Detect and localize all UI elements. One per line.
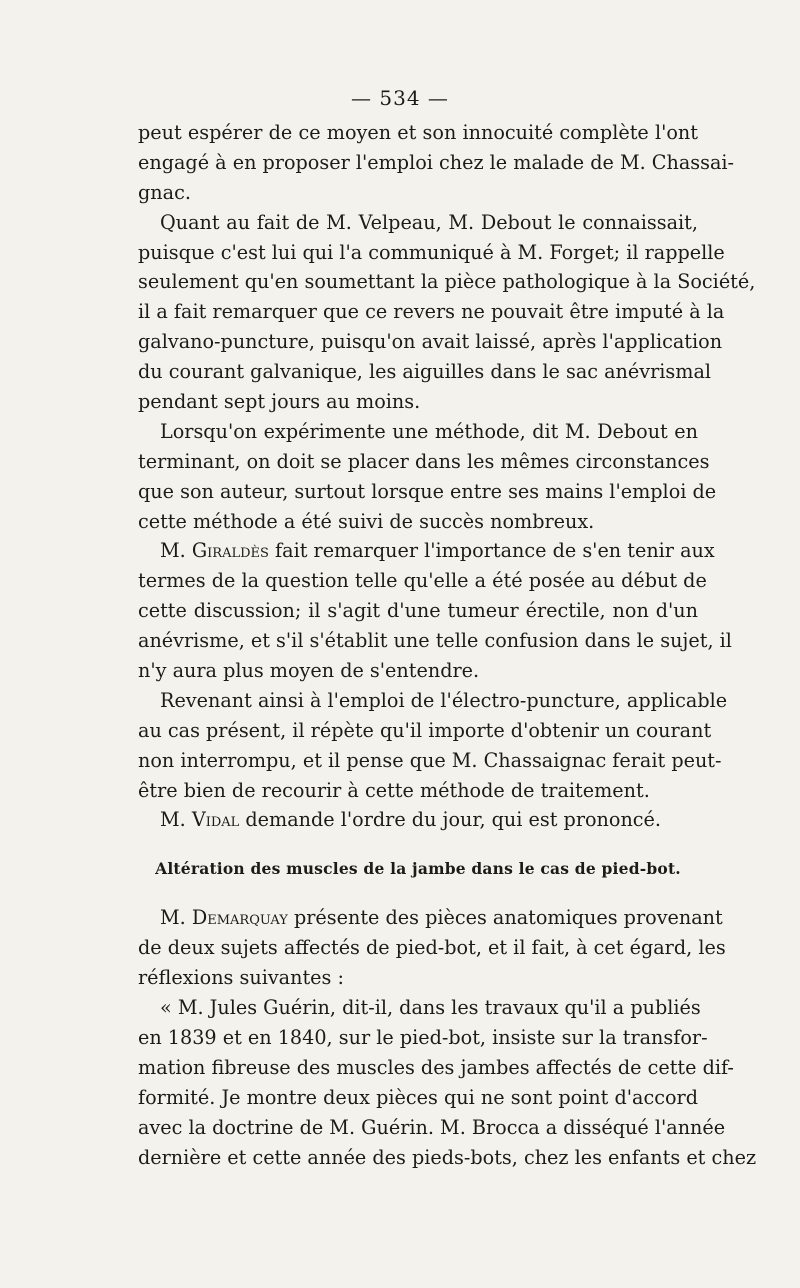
text-line: avec la doctrine de M. Guérin. M. Brocca a disséqué l'année (138, 1115, 726, 1139)
text-line: non interrompu, et il pense que M. Chassaignac ferait peut- (138, 748, 722, 772)
text-line: Quant au fait de M. Velpeau, M. Debout le connaissait, (160, 210, 698, 234)
text-line: cette méthode a été suivi de succès nombreux. (138, 509, 595, 533)
text-line: seulement qu'en soumettant la pièce pathologique à la Société, (138, 270, 756, 294)
text-line: de deux sujets affectés de pied-bot, et il fait, à cet égard, les (138, 936, 726, 960)
text-line: au cas présent, il répète qu'il importe d'obtenir un courant (138, 718, 712, 742)
text-line: être bien de recourir à cette méthode de traitement. (138, 778, 650, 802)
text-line: « M. Jules Guérin, dit-il, dans les travaux qu'il a publiés (160, 996, 701, 1020)
text-line: terminant, on doit se placer dans les mêmes circonstances (138, 449, 710, 473)
text-line: réflexions suivantes : (138, 966, 344, 990)
text-line: il a fait remarquer que ce revers ne pouvait être imputé à la (138, 300, 725, 324)
text-line: M. Vidal demande l'ordre du jour, qui est prononcé. (160, 808, 662, 832)
text-line: M. Giraldès fait remarquer l'importance de s'en tenir aux (160, 539, 715, 563)
text-line: cette discussion; il s'agit d'une tumeur érectile, non d'un (138, 599, 698, 623)
text-line: termes de la question telle qu'elle a été posée au début de (138, 569, 707, 593)
text-line: en 1839 et en 1840, sur le pied-bot, insiste sur la transfor- (138, 1025, 708, 1049)
text-line: M. Demarquay présente des pièces anatomiques provenant (160, 906, 723, 930)
body-text (138, 118, 757, 1172)
text-line: formité. Je montre deux pièces qui ne sont point d'accord (138, 1085, 698, 1109)
text-line: du courant galvanique, les aiguilles dans le sac anévrismal (138, 360, 712, 384)
text-line: dernière et cette année des pieds-bots, chez les enfants et chez (138, 1145, 757, 1169)
text-line: n'y aura plus moyen de s'entendre. (138, 659, 480, 683)
spacer (138, 889, 698, 903)
speaker-name: M. Demarquay (160, 906, 288, 930)
text-line: gnac. (138, 180, 191, 204)
text-line: Lorsqu'on expérimente une méthode, dit M. Debout en (160, 419, 698, 443)
spacer (138, 835, 698, 849)
text-line: mation fibreuse des muscles des jambes affectés de cette dif- (138, 1055, 734, 1079)
speaker-name: M. Giraldès (160, 539, 269, 563)
text-line: Revenant ainsi à l'emploi de l'électro-puncture, applicable (160, 688, 728, 712)
text-line: pendant sept jours au moins. (138, 390, 421, 414)
text-line: que son auteur, surtout lorsque entre ses mains l'emploi de (138, 479, 717, 503)
text-line: anévrisme, et s'il s'établit une telle confusion dans le sujet, il (138, 629, 732, 653)
text-line: peut espérer de ce moyen et son innocuité complète l'ont (138, 121, 698, 144)
text-line: galvano-puncture, puisqu'on avait laissé, après l'application (138, 330, 723, 354)
text-line: engagé à en proposer l'emploi chez le malade de M. Chassai- (138, 150, 735, 174)
page-number: — 534 — (351, 86, 449, 110)
speaker-name: M. Vidal (160, 808, 240, 832)
text-line: puisque c'est lui qui l'a communiqué à M. Forget; il rappelle (138, 240, 725, 264)
section-heading: Altération des muscles de la jambe dans le cas de pied-bot. (155, 859, 681, 879)
